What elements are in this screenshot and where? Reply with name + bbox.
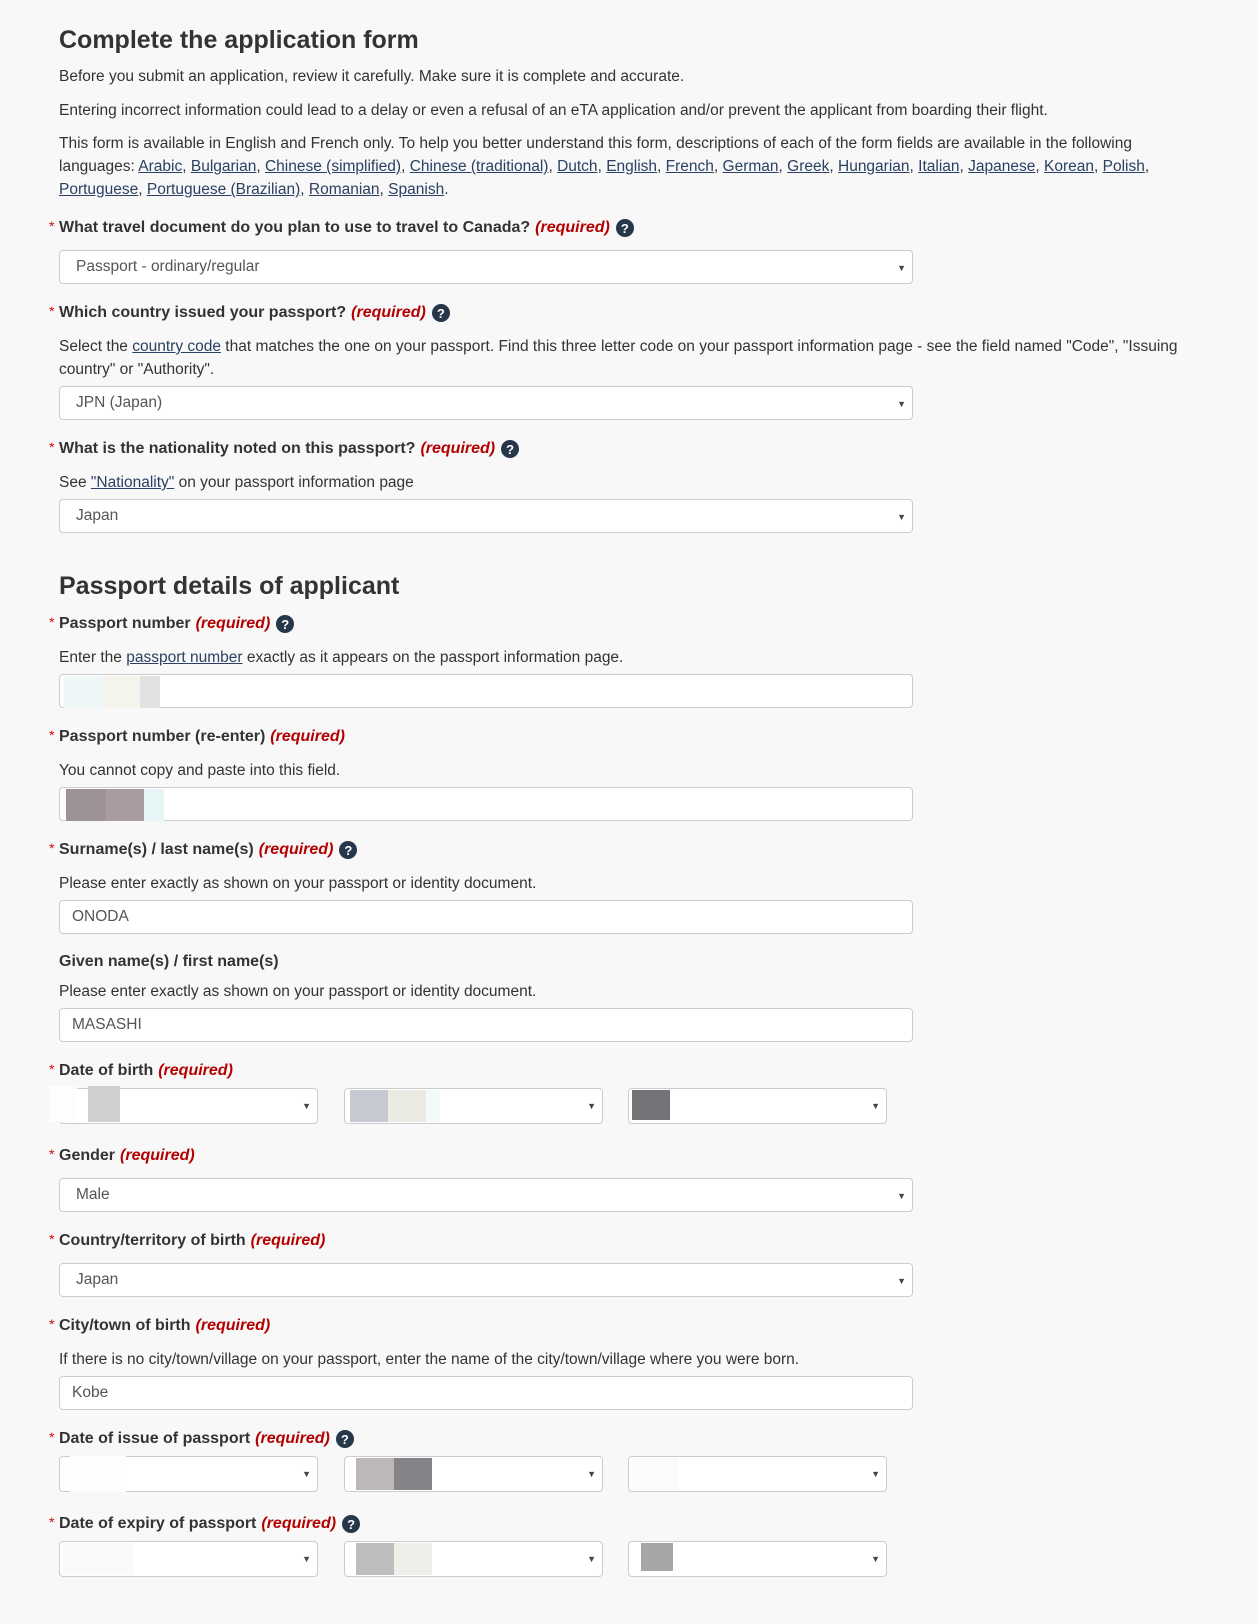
required-marker: (required) [120,1147,195,1164]
redacted-value [356,1458,394,1490]
dob-day-select[interactable] [628,1088,887,1124]
required-star: * [49,1231,55,1247]
redacted-value [66,789,106,821]
redacted-value [388,1090,426,1122]
birth-city-label [49,1316,271,1335]
surname-input[interactable] [59,900,913,934]
issue-day-select[interactable] [628,1456,887,1492]
label-text: What travel document do you plan to use to travel to Canada? [59,219,531,236]
required-star: * [49,1146,55,1162]
intro-text-2: Entering incorrect information could lead to a delay or even a refusal of an eTA application and/or prevent the applicant from boarding their flight. [59,102,1048,119]
help-prefix: Enter the [59,649,127,666]
label-text: Passport number (re-enter) [59,728,266,745]
chevron-down-icon: ▼ [897,1276,906,1286]
required-marker: (required) [420,440,496,457]
chevron-down-icon: ▼ [302,1469,311,1479]
redacted-value [394,1543,432,1575]
lang-link-german[interactable]: German [722,158,779,175]
help-icon[interactable]: ? [336,1430,354,1448]
required-star: * [49,439,55,455]
passport-reenter-label [49,727,345,746]
lang-link-korean[interactable]: Korean [1044,158,1094,175]
birth-city-help: If there is no city/town/village on your passport, enter the name of the city/town/village where you were born. [59,1351,800,1368]
required-star: * [49,1514,55,1530]
label-text: What is the nationality noted on this passport? [59,440,416,457]
required-marker: (required) [255,1430,330,1447]
help-suffix: on your passport information page [174,474,414,491]
required-star: * [49,1429,55,1445]
label-text: Country/territory of birth [59,1232,246,1249]
input-value: ONODA [72,908,129,925]
label-text: Passport number [59,615,191,632]
redacted-value [140,676,160,708]
given-name-help: Please enter exactly as shown on your passport or identity document. [59,983,537,1000]
passport-number-link[interactable]: passport number [126,649,243,666]
redacted-value [632,1458,678,1490]
birth-country-label [49,1231,326,1250]
issuing-country-label [49,303,450,322]
chevron-down-icon: ▼ [302,1554,311,1564]
label-text: Date of birth [59,1062,154,1079]
travel-document-select[interactable] [59,250,913,284]
lang-link-portuguese-brazilian[interactable]: Portuguese (Brazilian) [146,181,301,198]
nationality-select[interactable] [59,499,913,533]
input-value: MASASHI [72,1016,142,1033]
redacted-value [641,1543,673,1571]
select-value: Male [76,1186,110,1203]
label-text: Given name(s) / first name(s) [59,953,279,970]
lang-link-dutch[interactable]: Dutch [557,158,598,175]
page-title: Complete the application form [59,26,419,54]
passport-number-help [59,646,1199,669]
lang-link-arabic[interactable]: Arabic [138,158,183,175]
redacted-value [64,676,102,708]
required-star: * [49,218,55,234]
required-star: * [49,1061,55,1077]
passport-reenter-input[interactable] [59,787,913,821]
select-value: JPN (Japan) [76,394,163,411]
passport-reenter-help: You cannot copy and paste into this field. [59,762,341,779]
required-star: * [49,840,55,856]
chevron-down-icon: ▼ [302,1101,311,1111]
chevron-down-icon: ▼ [871,1101,880,1111]
label-text: Gender [59,1147,116,1164]
chevron-down-icon: ▼ [897,263,906,273]
label-text: City/town of birth [59,1317,191,1334]
date-of-birth-label [49,1061,233,1080]
redacted-value [49,1086,77,1122]
issue-date-label [49,1429,354,1448]
help-prefix: Select the [59,338,133,355]
input-value: Kobe [72,1384,109,1401]
required-star: * [49,1316,55,1332]
redacted-value [63,1543,133,1575]
passport-number-input[interactable] [59,674,913,708]
chevron-down-icon: ▼ [871,1554,880,1564]
intro-text-1: Before you submit an application, review it carefully. Make sure it is complete and accurate. [59,68,685,85]
required-marker: (required) [351,304,426,321]
expiry-year-select[interactable] [59,1541,318,1577]
expiry-month-select[interactable] [344,1541,603,1577]
expiry-date-label [49,1514,360,1533]
passport-number-label [49,614,294,633]
given-name-input[interactable] [59,1008,913,1042]
required-star: * [49,303,55,319]
help-suffix: exactly as it appears on the passport information page. [242,649,624,666]
required-marker: (required) [195,615,271,632]
redacted-value [394,1458,432,1490]
lang-link-spanish[interactable]: Spanish [388,181,445,198]
nationality-label [49,439,519,458]
help-prefix: See [59,474,91,491]
required-marker: (required) [158,1062,233,1079]
lang-link-romanian[interactable]: Romanian [308,181,380,198]
chevron-down-icon: ▼ [587,1101,596,1111]
issue-month-select[interactable] [344,1456,603,1492]
help-suffix: that matches the one on your passport. Find this three letter code on your passport information page - see the field named "Code", "Issuing country" or "Authority". [59,338,1178,378]
required-marker: (required) [535,219,610,236]
label-text: Date of expiry of passport [59,1515,257,1532]
required-star: * [49,614,55,630]
redacted-value [88,1086,120,1122]
nationality-link[interactable]: "Nationality" [90,474,175,491]
lang-link-chinese-traditional[interactable]: Chinese (traditional) [409,158,549,175]
help-icon[interactable]: ? [616,219,634,237]
given-name-label [59,953,279,971]
redacted-value [144,789,164,821]
help-icon[interactable]: ? [276,615,294,633]
required-marker: (required) [258,841,334,858]
help-icon[interactable]: ? [342,1515,360,1533]
select-value: Passport - ordinary/regular [76,258,260,275]
lang-link-greek[interactable]: Greek [787,158,830,175]
required-star: * [49,727,55,743]
issuing-country-help [59,335,1199,381]
required-marker: (required) [261,1515,337,1532]
lang-link-italian[interactable]: Italian [918,158,960,175]
redacted-value [350,1090,388,1122]
issuing-country-select[interactable] [59,386,913,420]
redacted-value [70,1456,126,1492]
select-value: Japan [76,1271,119,1288]
lang-link-bulgarian[interactable]: Bulgarian [190,158,257,175]
lang-link-hungarian[interactable]: Hungarian [838,158,910,175]
nationality-help [59,471,1199,494]
redacted-value [632,1090,670,1120]
label-text: Which country issued your passport? [59,304,347,321]
birth-city-input[interactable] [59,1376,913,1410]
dob-month-select[interactable] [344,1088,603,1124]
issue-year-select[interactable] [59,1456,318,1492]
lang-link-french[interactable]: French [665,158,714,175]
required-marker: (required) [270,728,345,745]
surname-help: Please enter exactly as shown on your passport or identity document. [59,875,537,892]
chevron-down-icon: ▼ [897,512,906,522]
chevron-down-icon: ▼ [897,399,906,409]
redacted-value [426,1090,440,1122]
help-icon[interactable]: ? [432,304,450,322]
dob-year-select[interactable] [59,1088,318,1124]
redacted-value [356,1543,394,1575]
gender-label [49,1146,195,1165]
label-text: Date of issue of passport [59,1430,251,1447]
select-value: Japan [76,507,119,524]
travel-document-label [49,218,634,237]
redacted-value [106,789,144,821]
chevron-down-icon: ▼ [871,1469,880,1479]
lang-link-japanese[interactable]: Japanese [968,158,1036,175]
help-icon[interactable]: ? [501,440,519,458]
surname-label [49,840,357,859]
lang-link-english[interactable]: English [606,158,658,175]
redacted-value [102,676,140,708]
chevron-down-icon: ▼ [897,1191,906,1201]
help-icon[interactable]: ? [339,841,357,859]
chevron-down-icon: ▼ [587,1469,596,1479]
country-code-link[interactable]: country code [132,338,221,355]
lang-link-portuguese[interactable]: Portuguese [59,181,139,198]
required-marker: (required) [250,1232,326,1249]
intro-text-3: This form is available in English and French only. To help you better understand this form, descriptions of each of the form fields are available in the following languages: Arabic, Bulgarian, Chinese (simplified), Chinese (traditional), Dutch, English, French, German, Greek, Hungarian, Italian, Japanese, Korean, Polish, Portuguese, Portuguese (Brazilian), Romanian, Spanish. [59,135,1150,198]
required-marker: (required) [195,1317,271,1334]
chevron-down-icon: ▼ [587,1554,596,1564]
birth-country-select[interactable] [59,1263,913,1297]
lang-link-chinese-simplified[interactable]: Chinese (simplified) [264,158,402,175]
expiry-day-select[interactable] [628,1541,887,1577]
label-text: Surname(s) / last name(s) [59,841,254,858]
section-title: Passport details of applicant [59,572,400,600]
gender-select[interactable] [59,1178,913,1212]
intro-text-3-prefix: This form is available in English and French only. To help you better understand this form, descriptions of each of the form fields are available in the following languages: [59,135,1132,175]
lang-link-polish[interactable]: Polish [1102,158,1145,175]
